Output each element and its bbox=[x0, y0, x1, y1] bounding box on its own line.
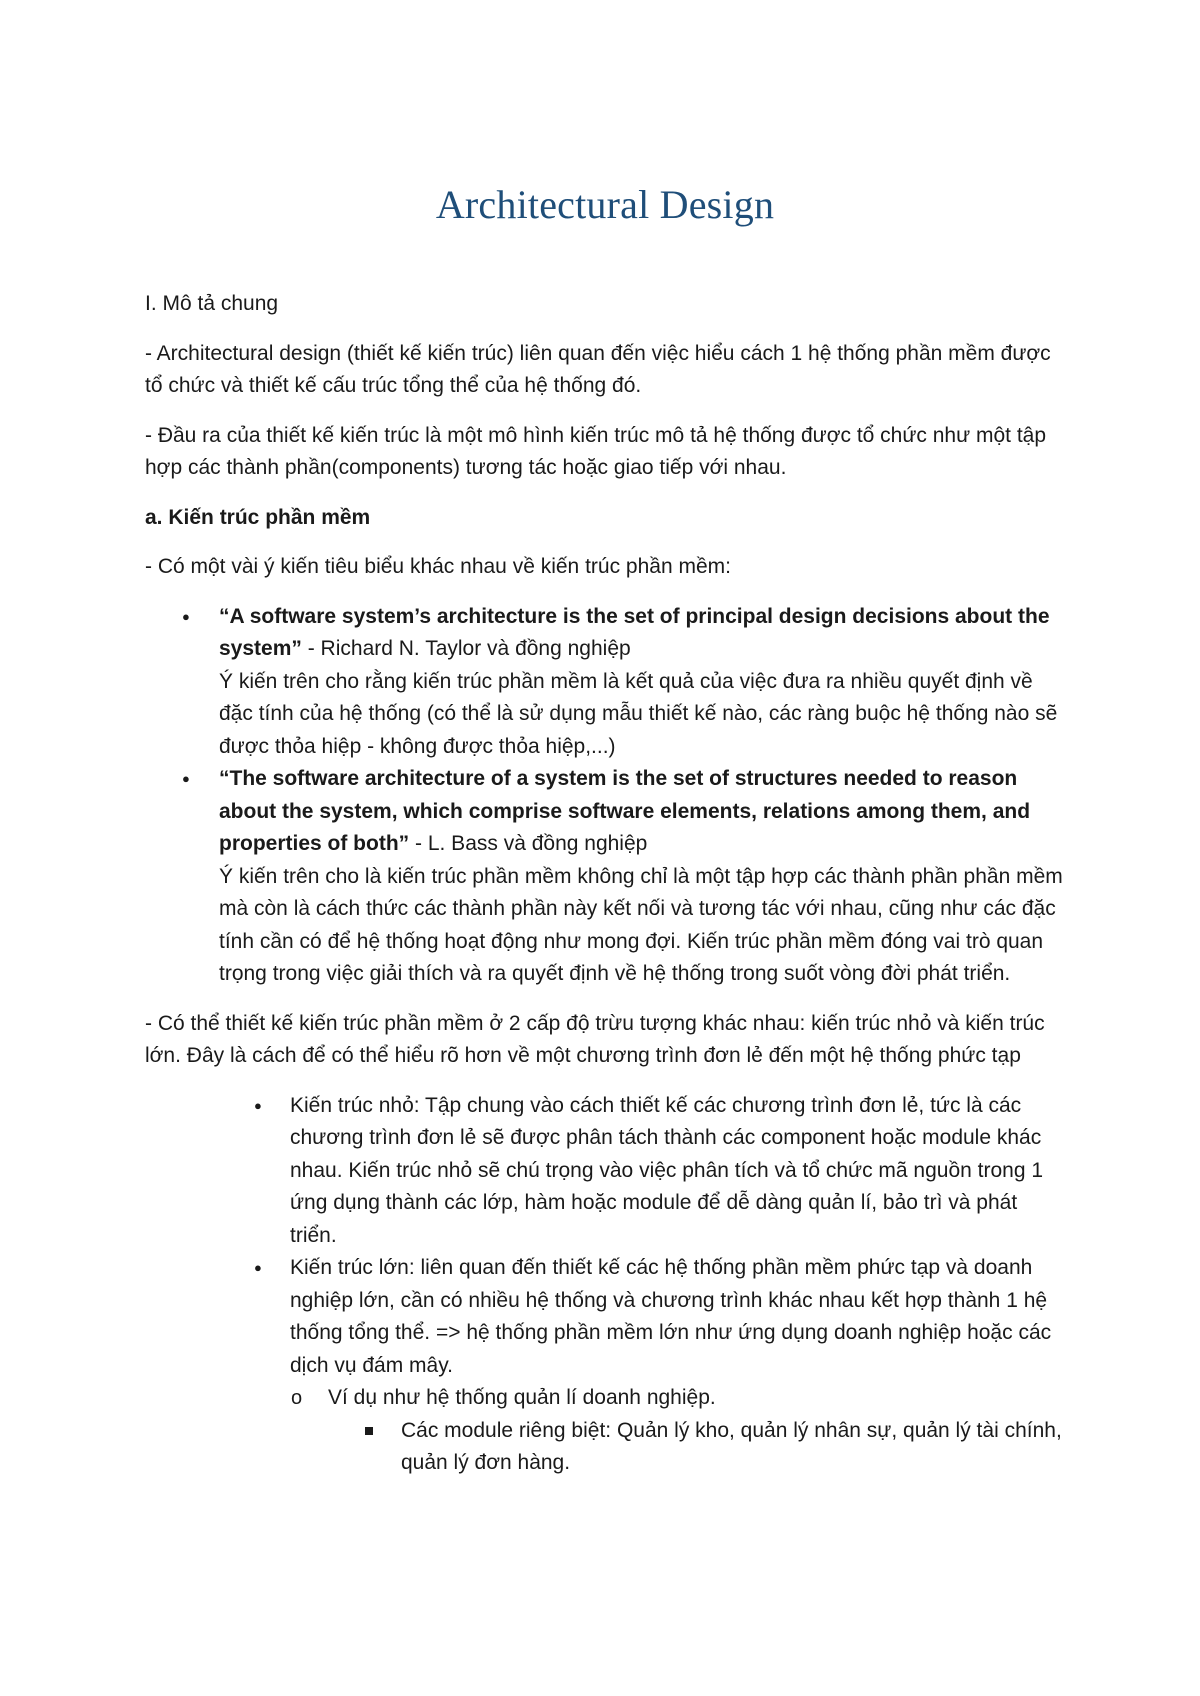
document-page bbox=[145, 0, 1065, 1696]
subsection-heading: a. Kiến trúc phần mềm bbox=[145, 505, 371, 529]
list-item bbox=[328, 1382, 1065, 1480]
quote-text: “The software architecture of a system is the set of structures needed to reason about the system, which comprise software elements, relations among them, and properties of both” bbox=[219, 767, 1031, 855]
list-item bbox=[219, 601, 1065, 764]
list-item bbox=[290, 1090, 1065, 1253]
level-text: Kiến trúc nhỏ: Tập chung vào cách thiết kế các chương trình đơn lẻ, tức là các chương trình đơn lẻ sẽ được phân tách thành các component hoặc module khác nhau. Kiến trúc nhỏ sẽ chú trọng vào việc phân tích và tổ chức mã nguồn trong 1 ứng dụng thành các lớp, hàm hoặc module để dễ dàng quản lí, bảo trì và phát triển. bbox=[290, 1093, 1044, 1247]
list-item bbox=[219, 763, 1065, 991]
example-detail-text: Các module riêng biệt: Quản lý kho, quản lý nhân sự, quản lý tài chính, quản lý đơn hàng. bbox=[401, 1418, 1062, 1474]
opinions-intro: - Có một vài ý kiến tiêu biểu khác nhau về kiến trúc phần mềm: bbox=[145, 555, 731, 578]
list-item bbox=[290, 1252, 1065, 1480]
intro-paragraph: - Architectural design (thiết kế kiến trúc) liên quan đến việc hiểu cách 1 hệ thống phần mềm được tổ chức và thiết kế cấu trúc tổng thể của hệ thống đó. bbox=[145, 341, 1051, 397]
example-detail-list bbox=[328, 1415, 1065, 1480]
intro-paragraph: - Đầu ra của thiết kế kiến trúc là một mô hình kiến trúc mô tả hệ thống được tổ chức như một tập hợp các thành phần(components) tương tác hoặc giao tiếp với nhau. bbox=[145, 423, 1047, 479]
document-title: Architectural Design bbox=[435, 182, 775, 227]
levels-list bbox=[145, 1090, 1065, 1480]
quote-text: “A software system’s architecture is the set of principal design decisions about the system” bbox=[219, 604, 1050, 660]
example-list bbox=[290, 1382, 1065, 1480]
example-text: Ví dụ như hệ thống quản lí doanh nghiệp. bbox=[328, 1386, 716, 1409]
section-heading: I. Mô tả chung bbox=[145, 292, 279, 315]
quote-explanation: Ý kiến trên cho rằng kiến trúc phần mềm là kết quả của việc đưa ra nhiều quyết định về đặc tính của hệ thống (có thể là sử dụng mẫu thiết kế nào, các ràng buộc hệ thống nào sẽ được thỏa hiệp - không được thỏa hiệp,...) bbox=[219, 669, 1058, 758]
quote-attribution: - L. Bass và đồng nghiệp bbox=[409, 832, 648, 855]
quote-explanation: Ý kiến trên cho là kiến trúc phần mềm không chỉ là một tập hợp các thành phần phần mềm mà còn là cách thức các thành phần này kết nối và tương tác với nhau, cũng như các đặc tính cần có để hệ thống hoạt động như mong đợi. Kiến trúc phần mềm đóng vai trò quan trọng trong việc giải thích và ra quyết định về hệ thống trong suốt vòng đời phát triển. bbox=[219, 864, 1063, 985]
quote-attribution: - Richard N. Taylor và đồng nghiệp bbox=[301, 637, 631, 660]
levels-paragraph: - Có thể thiết kế kiến trúc phần mềm ở 2 cấp độ trừu tượng khác nhau: kiến trúc nhỏ và kiến trúc lớn. Đây là cách để có thể hiểu rõ hơn về một chương trình đơn lẻ đến một hệ thống phức tạp bbox=[145, 1011, 1045, 1067]
document-body bbox=[145, 288, 1065, 1480]
quotes-list bbox=[145, 601, 1065, 991]
list-item bbox=[401, 1415, 1065, 1480]
level-text: Kiến trúc lớn: liên quan đến thiết kế các hệ thống phần mềm phức tạp và doanh nghiệp lớn, cần có nhiều hệ thống và chương trình khác nhau kết hợp thành 1 hệ thống tổng thể. => hệ thống phần mềm lớn như ứng dụng doanh nghiệp hoặc các dịch vụ đám mây. bbox=[290, 1256, 1052, 1377]
